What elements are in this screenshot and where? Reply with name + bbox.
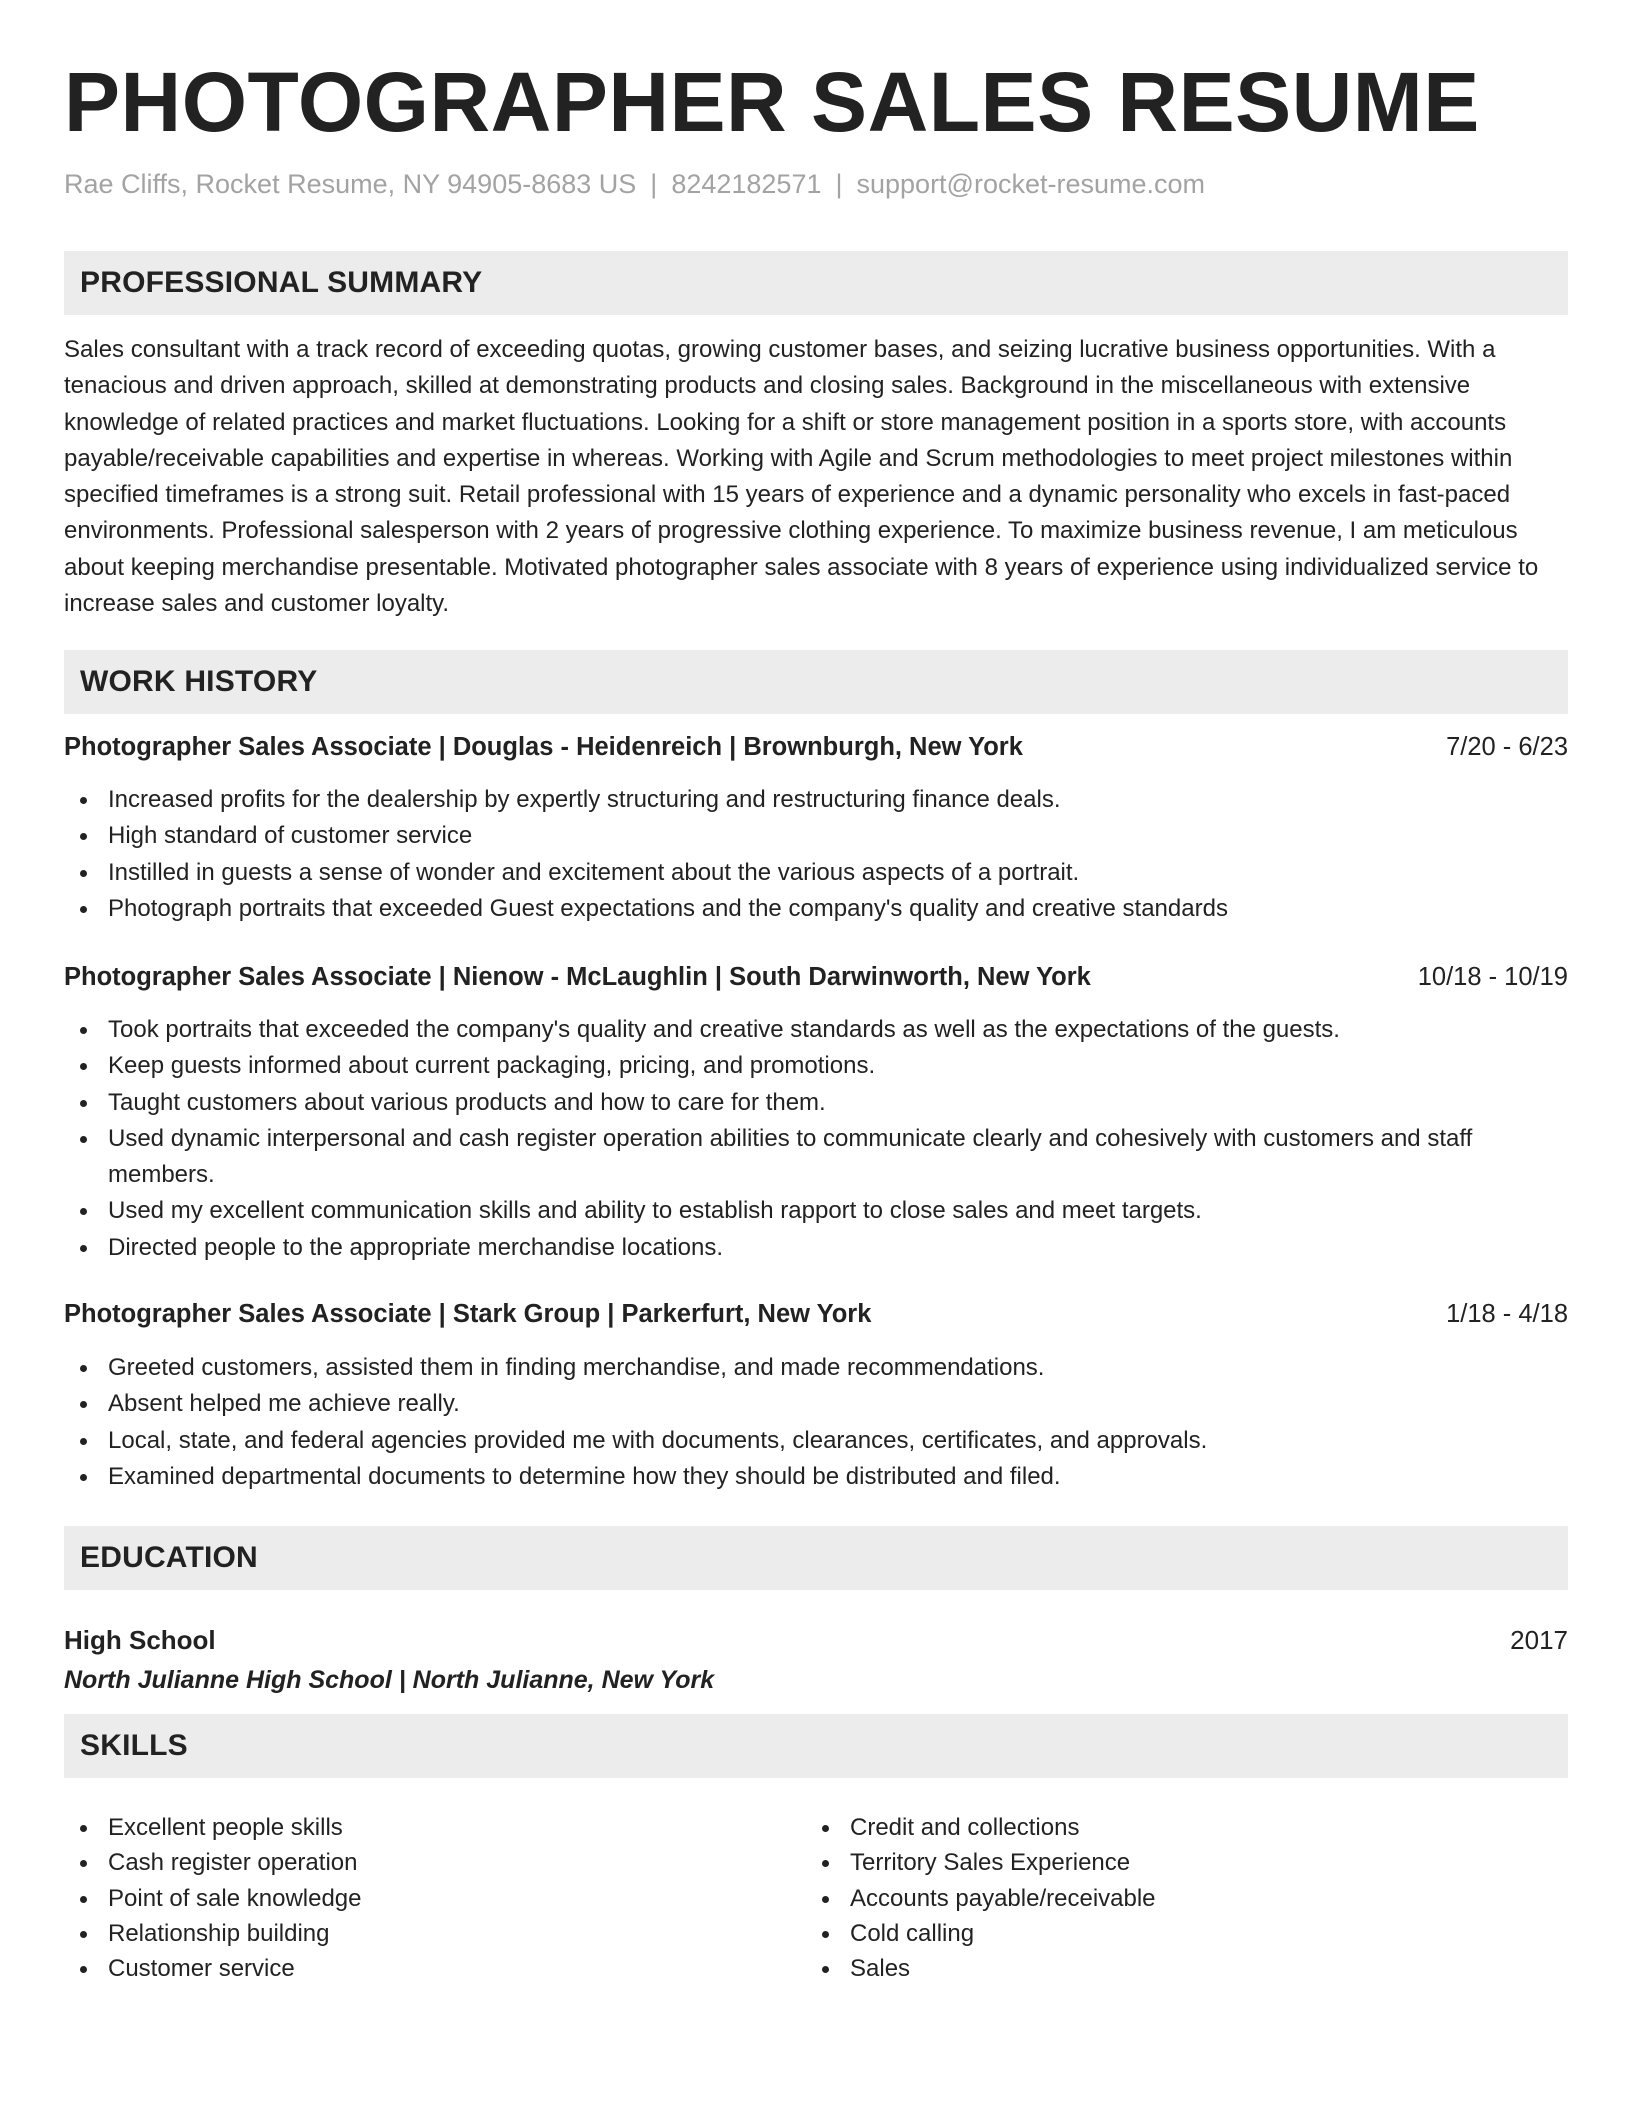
skill-item: Territory Sales Experience — [806, 1845, 1506, 1880]
skills-list-left — [64, 1810, 764, 1986]
resume-title: PHOTOGRAPHER SALES RESUME — [64, 55, 1480, 149]
section-heading-skills: SKILLS — [64, 1714, 1568, 1778]
job-bullet-list — [64, 782, 1568, 927]
education-degree: High School — [64, 1625, 216, 1655]
education-year: 2017 — [1510, 1625, 1568, 1655]
job-bullet: High standard of customer service — [64, 818, 1568, 854]
job-header — [64, 1296, 1568, 1332]
job-bullet: Photograph portraits that exceeded Guest expectations and the company's quality and creative standards — [64, 891, 1568, 927]
contact-phone: 8242182571 — [671, 169, 822, 199]
contact-separator: | — [650, 169, 658, 199]
job-dates: 10/18 - 10/19 — [1417, 963, 1568, 991]
job-bullet: Used my excellent communication skills and ability to establish rapport to close sales and meet targets. — [64, 1193, 1568, 1229]
skill-item: Point of sale knowledge — [64, 1881, 764, 1916]
skill-item: Cold calling — [806, 1916, 1506, 1951]
skill-item: Excellent people skills — [64, 1810, 764, 1845]
job-header — [64, 729, 1568, 765]
job-bullet: Increased profits for the dealership by expertly structuring and restructuring finance deals. — [64, 782, 1568, 818]
skill-item: Credit and collections — [806, 1810, 1506, 1845]
skills-list-right — [806, 1810, 1506, 1986]
job-bullet: Keep guests informed about current packaging, pricing, and promotions. — [64, 1048, 1568, 1084]
section-heading-work-history: WORK HISTORY — [64, 650, 1568, 714]
skill-item: Sales — [806, 1951, 1506, 1986]
job-bullet: Local, state, and federal agencies provided me with documents, clearances, certificates, and approvals. — [64, 1423, 1568, 1459]
job-bullet-list — [64, 1350, 1568, 1495]
job-bullet: Took portraits that exceeded the company's quality and creative standards as well as the expectations of the guests. — [64, 1012, 1568, 1048]
contact-email: support@rocket-resume.com — [856, 169, 1206, 199]
job-bullet: Instilled in guests a sense of wonder and excitement about the various aspects of a portrait. — [64, 855, 1568, 891]
job-bullet: Greeted customers, assisted them in finding merchandise, and made recommendations. — [64, 1350, 1568, 1386]
job-header — [64, 959, 1568, 995]
education-school: North Julianne High School | North Julianne, New York — [64, 1666, 715, 1694]
skill-item: Relationship building — [64, 1916, 764, 1951]
job-bullet: Taught customers about various products and how to care for them. — [64, 1085, 1568, 1121]
job-title: Photographer Sales Associate | Douglas - Heidenreich | Brownburgh, New York — [64, 733, 1023, 761]
job-dates: 1/18 - 4/18 — [1446, 1300, 1568, 1328]
contact-line — [64, 166, 1205, 202]
job-title: Photographer Sales Associate | Nienow - McLaughlin | South Darwinworth, New York — [64, 963, 1091, 991]
skill-item: Accounts payable/receivable — [806, 1881, 1506, 1916]
section-heading-summary: PROFESSIONAL SUMMARY — [64, 251, 1568, 315]
job-bullet: Absent helped me achieve really. — [64, 1386, 1568, 1422]
contact-separator: | — [835, 169, 843, 199]
job-title: Photographer Sales Associate | Stark Group | Parkerfurt, New York — [64, 1300, 872, 1328]
job-bullet-list — [64, 1012, 1568, 1266]
job-bullet: Directed people to the appropriate merchandise locations. — [64, 1230, 1568, 1266]
skill-item: Cash register operation — [64, 1845, 764, 1880]
skill-item: Customer service — [64, 1951, 764, 1986]
summary-text: Sales consultant with a track record of exceeding quotas, growing customer bases, and seizing lucrative business opportunities. With a tenacious and driven approach, skilled at demonstrating products and closing sales. Background in the miscellaneous with extensive knowledge of related practices and market fluctuations. Looking for a shift or store management position in a sports store, with accounts payable/receivable capabilities and expertise in whereas. Working with Agile and Scrum methodologies to meet project milestones within specified timeframes is a strong suit. Retail professional with 15 years of experience and a dynamic personality who excels in fast-paced environments. Professional salesperson with 2 years of progressive clothing experience. To maximize business revenue, I am meticulous about keeping merchandise presentable. Motivated photographer sales associate with 8 years of experience using individualized service to increase sales and customer loyalty. — [64, 336, 1539, 618]
section-heading-education: EDUCATION — [64, 1526, 1568, 1590]
contact-address: Rae Cliffs, Rocket Resume, NY 94905-8683 US — [64, 169, 637, 199]
job-dates: 7/20 - 6/23 — [1446, 733, 1568, 761]
job-bullet: Used dynamic interpersonal and cash register operation abilities to communicate clearly and cohesively with customers and staff members. — [64, 1121, 1568, 1194]
job-bullet: Examined departmental documents to determine how they should be distributed and filed. — [64, 1459, 1568, 1495]
